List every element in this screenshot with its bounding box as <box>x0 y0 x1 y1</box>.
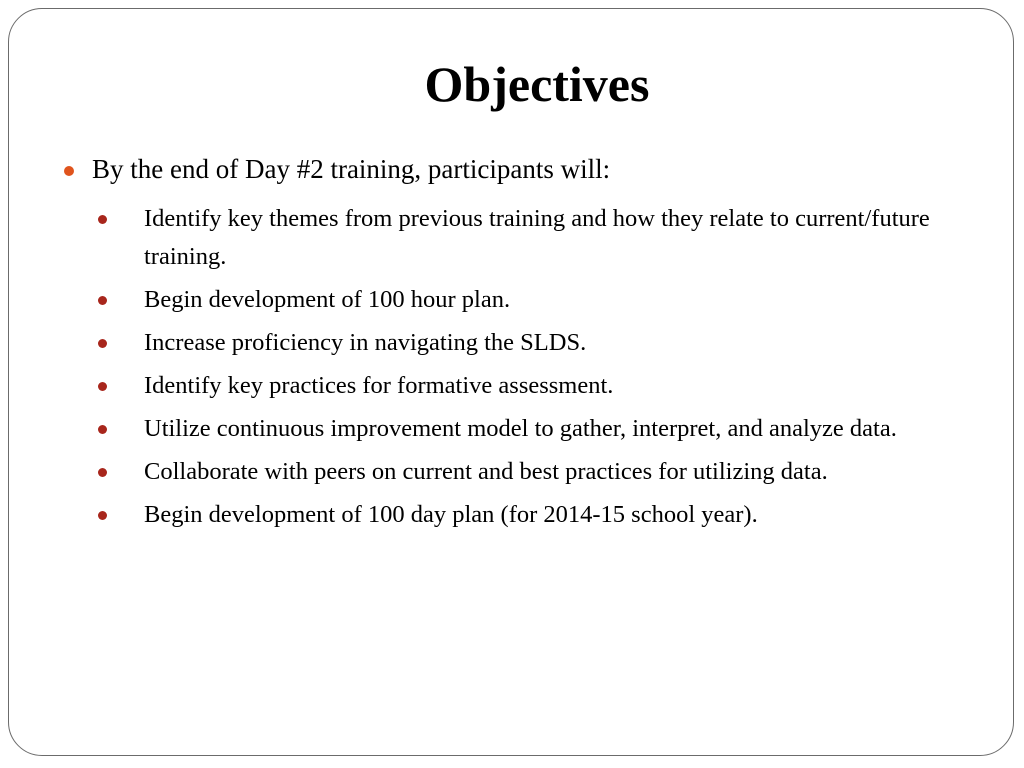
bullet-icon <box>64 166 74 176</box>
bullet-icon <box>98 468 107 477</box>
list-item-text: Identify key themes from previous training and how they relate to current/future training. <box>144 205 930 270</box>
list-item-text: Collaborate with peers on current and best practices for utilizing data. <box>144 458 828 485</box>
list-item <box>144 367 974 405</box>
list-item <box>144 200 974 276</box>
list-item <box>144 496 974 534</box>
bullet-icon <box>98 339 107 348</box>
list-item <box>144 324 974 362</box>
list-item <box>144 410 974 448</box>
bullet-icon <box>98 425 107 434</box>
list-item <box>144 453 974 491</box>
bullet-icon <box>98 215 107 224</box>
list-item-text: Begin development of 100 day plan (for 2014-15 school year). <box>144 501 758 528</box>
list-item <box>144 281 974 319</box>
slide-title: Objectives <box>424 56 650 112</box>
list-item-text: Begin development of 100 hour plan. <box>144 286 511 313</box>
list-item-text: Utilize continuous improvement model to gather, interpret, and analyze data. <box>144 415 897 442</box>
list-item-text: Identify key practices for formative assessment. <box>144 372 614 399</box>
bullet-icon <box>98 382 107 391</box>
main-point: By the end of Day #2 training, participants will: <box>92 154 611 184</box>
list-item-text: Increase proficiency in navigating the SLDS. <box>144 329 587 356</box>
bullet-icon <box>98 511 107 520</box>
sub-point-list <box>144 200 974 539</box>
bullet-icon <box>98 296 107 305</box>
